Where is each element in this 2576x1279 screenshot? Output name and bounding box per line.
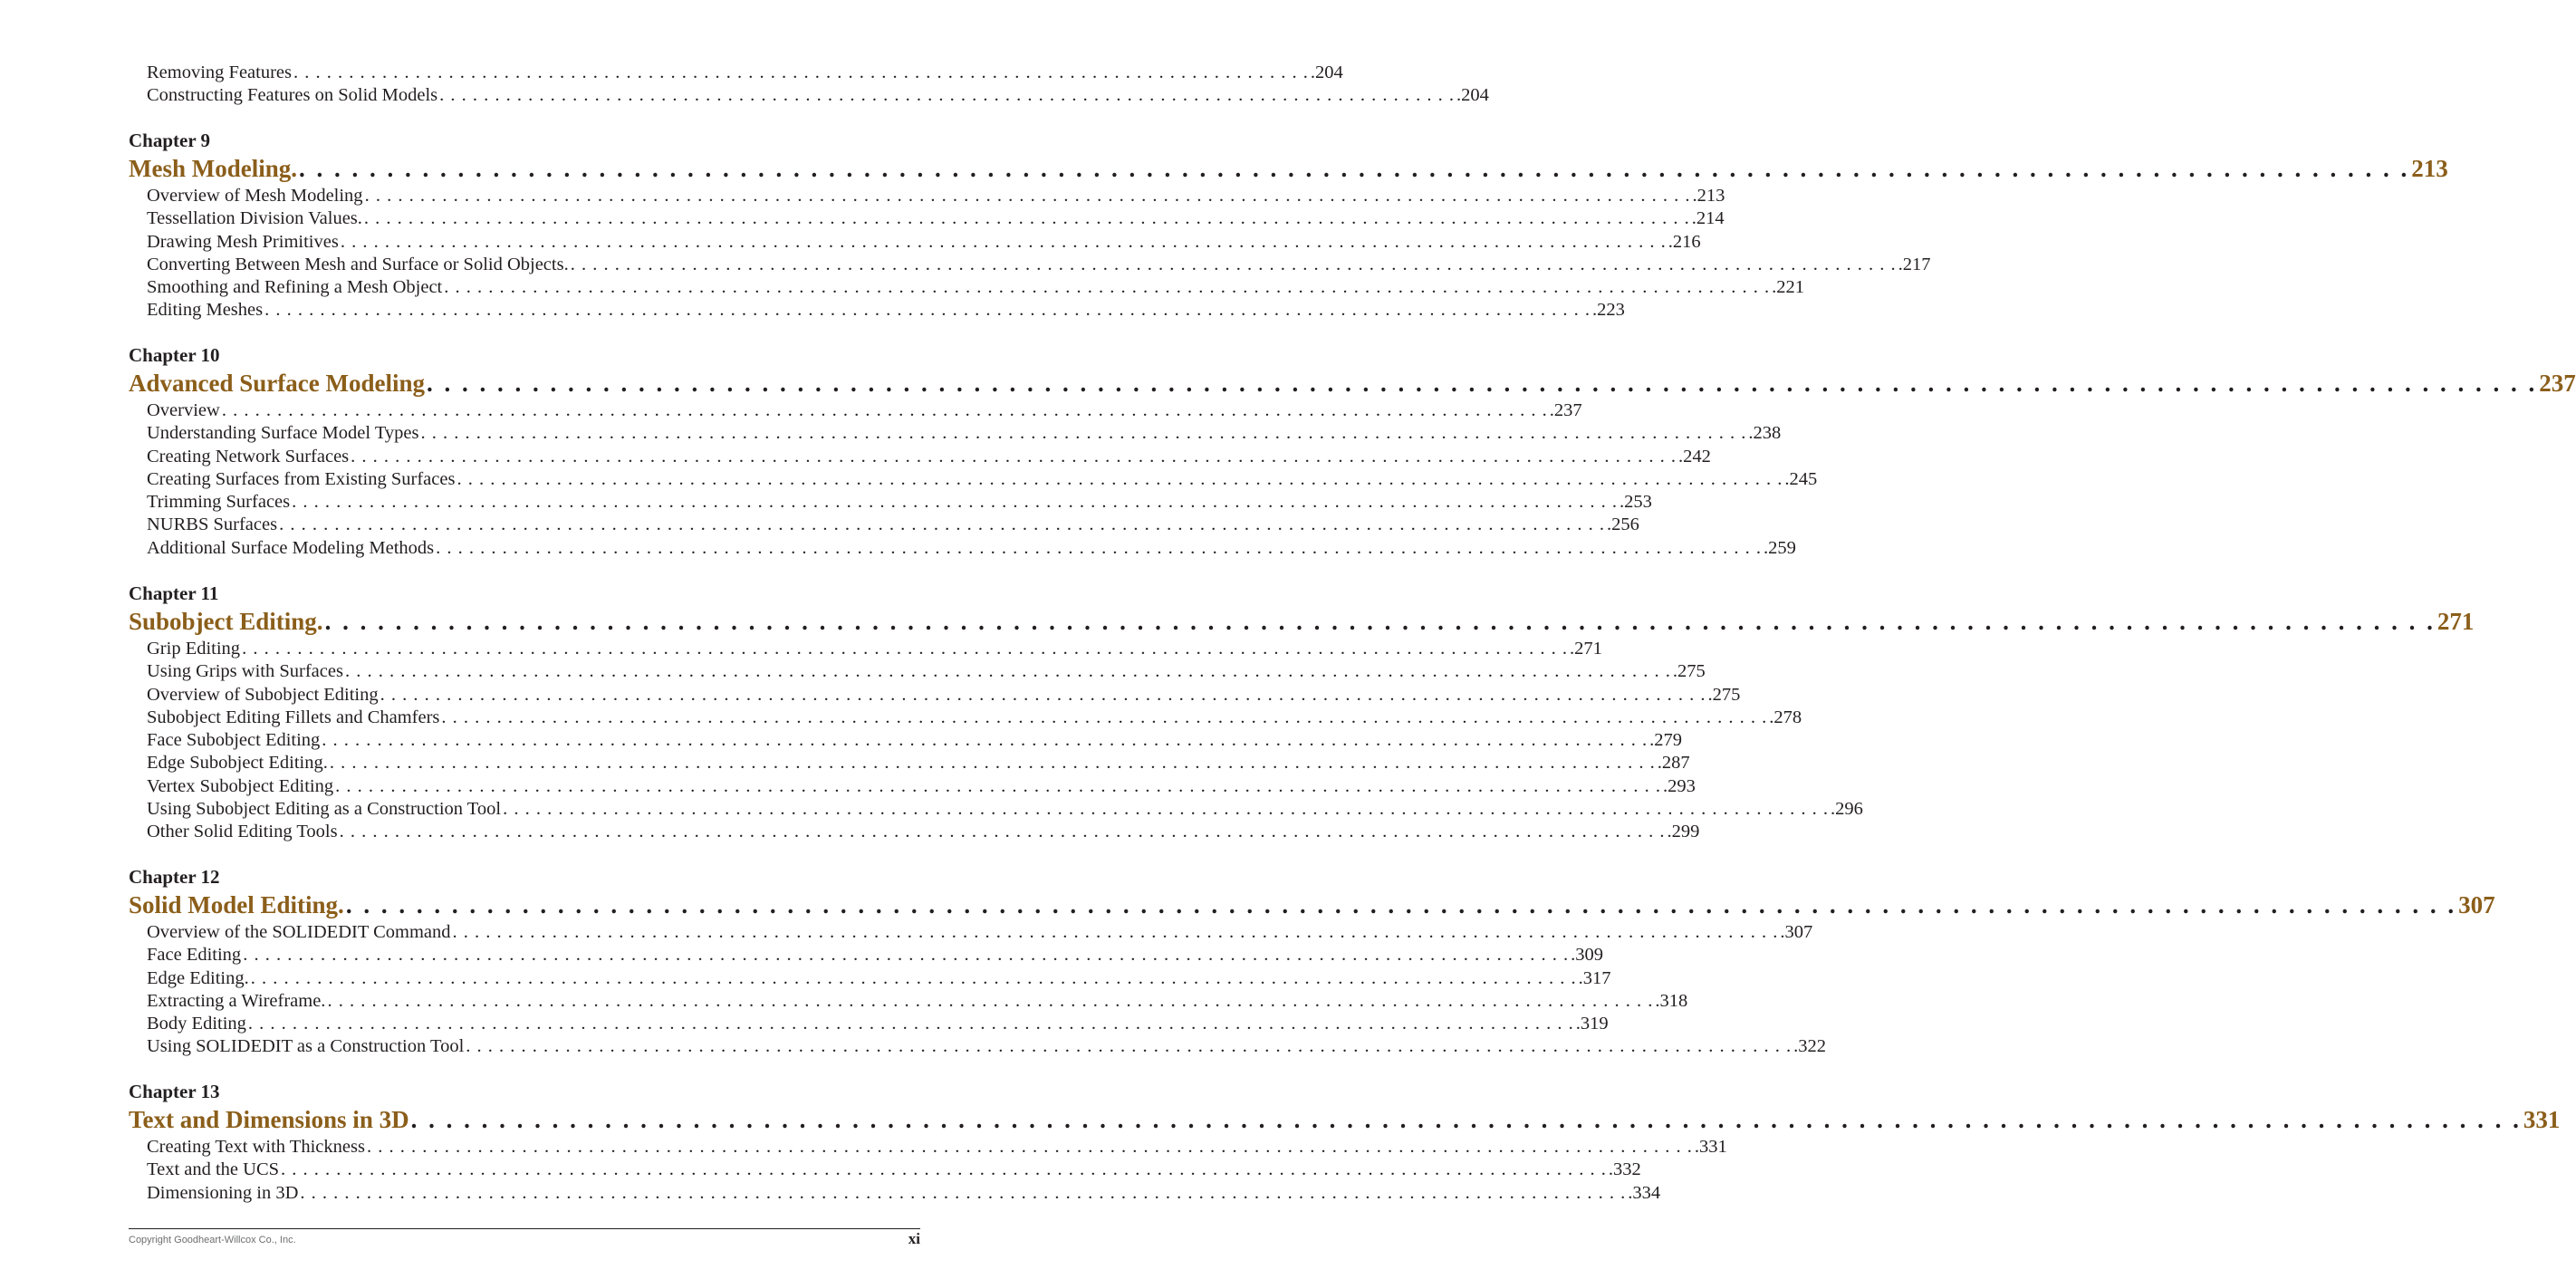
toc-entry-title: Editing Meshes <box>147 300 264 321</box>
toc-entry-page: .332 <box>1608 1159 1641 1180</box>
toc-entry-title: Edge Editing. <box>147 967 249 988</box>
toc-entry-leader: . . . . . . . . . . . . . . . . . . . . . . . . . . . . . . . . . . . . . . . . . . . . . . . . . . . . . . . . . . . . . . . . . . . . . . . . . . . . . . . . . . . . . . . . . . . . . . . . . . . . . . . . . . . . . . . . . . . . . . . . <box>292 492 1618 513</box>
toc-entry-leader: . . . . . . . . . . . . . . . . . . . . . . . . . . . . . . . . . . . . . . . . . . . . . . . . . . . . . . . . . . . . . . . . . . . . . . . . . . . . . . . . . . . . . . . . . . . . . . . . . . . . . . . . . . . . . . . . . . . . . . . . <box>457 468 1783 489</box>
chapter-label: Chapter 9 <box>129 130 211 151</box>
toc-entry-leader: . . . . . . . . . . . . . . . . . . . . . . . . . . . . . . . . . . . . . . . . . . . . . . . . . . . . . . . . . . . . . . . . . . . . . . . . . . . . . . . . . . . . . . . . . . . . . . . . . . . . . . . . . . . . . . . . . . . . . . . . <box>420 423 1747 444</box>
chapter-title-leader: . . . . . . . . . . . . . . . . . . . . . . . . . . . . . . . . . . . . . . . . . . . . . . . . . . . . . . . . . . . . . . . . . . . . . . . . . . . . . . . . . . . . . . . . . . . . . . . . . . . . . . . . . . . . . . . . . . . . . . . . <box>345 891 2457 918</box>
toc-entry[interactable] <box>147 84 1489 107</box>
toc-entry-title: Understanding Surface Model Types <box>147 423 419 444</box>
toc-entry[interactable] <box>147 514 1639 536</box>
chapter-section <box>0 129 2448 322</box>
toc-entry-leader: . . . . . . . . . . . . . . . . . . . . . . . . . . . . . . . . . . . . . . . . . . . . . . . . . . . . . . . . . . . . . . . . . . . . . . . . . . . . . . . . . . . . . . . . . . . . . . . . . . . . . . . . . . . . . . . . . . . . . . . . <box>300 1182 1627 1203</box>
toc-entry-page: .237 <box>1549 400 1582 420</box>
toc-entry[interactable] <box>147 185 1725 207</box>
toc-entry-leader: . . . . . . . . . . . . . . . . . . . . . . . . . . . . . . . . . . . . . . . . . . . . . . . . . . . . . . . . . . . . . . . . . . . . . . . . . . . . . . . . . . . . . . . . . . . . <box>439 85 1456 106</box>
toc-entry-title: Face Editing <box>147 945 242 966</box>
toc-entry[interactable] <box>147 821 1700 843</box>
toc-entry-title: Creating Surfaces from Existing Surfaces <box>147 468 456 489</box>
footer-copyright: Copyright Goodheart-Willcox Co., Inc. <box>129 1235 296 1245</box>
toc-entry[interactable] <box>147 752 1690 774</box>
toc-entry-page: .331 <box>1694 1137 1727 1157</box>
chapter-title-text: Mesh Modeling. <box>129 155 297 182</box>
footer-page-number: xi <box>908 1230 920 1247</box>
toc-entry-title: Converting Between Mesh and Surface or Solid Objects. <box>147 254 569 274</box>
toc-entry[interactable] <box>147 1035 1827 1058</box>
toc-entry-title: Overview <box>147 400 220 420</box>
toc-entry[interactable] <box>147 1182 1661 1205</box>
toc-entry[interactable] <box>147 967 1611 990</box>
toc-entry[interactable] <box>147 299 1625 322</box>
toc-entry[interactable] <box>147 684 1741 707</box>
toc-entry-page: .318 <box>1655 990 1688 1011</box>
toc-entry-page: .242 <box>1678 446 1711 466</box>
toc-entry-leader: . . . . . . . . . . . . . . . . . . . . . . . . . . . . . . . . . . . . . . . . . . . . . . . . . . . . . . . . . . . . . . . . . . . . . . . . . . . . . . . . . . . . . . . . . . . . . . . . . . . . . . . . . . . . . . . . . . . . . . . . <box>281 1159 1607 1180</box>
toc-entry-leader: . . . . . . . . . . . . . . . . . . . . . . . . . . . . . . . . . . . . . . . . . . . . . . . . . . . . . . . . . . . . . . . . . . . . . . . . . . . . . . . . . . . . . . . . . . . . . . . . . . . . . . . . . . . . . . . . . . . . . . . . <box>503 799 1829 820</box>
chapter-section <box>0 343 2576 560</box>
chapter-title-page: 213 <box>2411 155 2448 182</box>
toc-entry-title: Smoothing and Refining a Mesh Object <box>147 277 443 298</box>
toc-entry[interactable] <box>147 660 1706 683</box>
toc-entry-leader: . . . . . . . . . . . . . . . . . . . . . . . . . . . . . . . . . . . . . . . . . . . . . . . . . . . . . . . . . . . . . . . . . . . . . . . . . . . . . . . . . . . . . . . . . . . . . . . . . . . . . . . . . . . . . . . . . . . . . . . . <box>335 775 1661 796</box>
toc-entry-page: .253 <box>1620 492 1652 513</box>
toc-entry-page: .299 <box>1667 822 1700 842</box>
toc-entry-title: Creating Network Surfaces <box>147 446 350 466</box>
chapter-title[interactable] <box>129 152 2448 185</box>
toc-entry[interactable] <box>147 446 1711 468</box>
toc-entry-page: .296 <box>1830 799 1863 820</box>
chapter-title[interactable] <box>129 367 2576 399</box>
chapter-title-leader: . . . . . . . . . . . . . . . . . . . . . . . . . . . . . . . . . . . . . . . . . . . . . . . . . . . . . . . . . . . . . . . . . . . . . . . . . . . . . . . . . . . . . . . . . . . . . . . . . . . . . . . . . . . . . . . . . . . . . . . . <box>427 370 2538 397</box>
toc-entry-page: .214 <box>1691 208 1725 229</box>
toc-entry[interactable] <box>147 537 1796 560</box>
toc-entry-page: .256 <box>1606 514 1639 535</box>
toc-entry-leader: . . . . . . . . . . . . . . . . . . . . . . . . . . . . . . . . . . . . . . . . . . . . . . . . . . . . . . . . . . . . . . . . . . . . . . . . . . . . . . . . . . . . . . . . . . . . . . . . . . . . . . . . . . . . . . . . . . . . . . . . <box>364 186 1691 206</box>
toc-entry-leader: . . . . . . . . . . . . . . . . . . . . . . . . . . . . . . . . . . . . . . . . . . . . . . . . . . . . . . . . . . . . . . . . . . . . . . . . . . . . . . . . . . . . . . . . . . . . . . . . . . . . . . . . . . . . . . . . . . . . . . . . <box>444 277 1771 298</box>
toc-entry[interactable] <box>147 399 1582 422</box>
chapter-title-page: 307 <box>2458 891 2495 918</box>
toc-entry-leader: . . . . . . . . . . . . . . . . . . . . . . . . . . . . . . . . . . . . . . . . . . . . . . . . . . . . . . . . . . . . . . . . . . . . . . . . . . . . . . . . . . . . . . . . . . . . <box>293 63 1309 82</box>
toc-entry-title: NURBS Surfaces <box>147 514 278 535</box>
toc-entry-leader: . . . . . . . . . . . . . . . . . . . . . . . . . . . . . . . . . . . . . . . . . . . . . . . . . . . . . . . . . . . . . . . . . . . . . . . . . . . . . . . . . . . . . . . . . . . . . . . . . . . . . . . . . . . . . . . . . . . . . . . . <box>264 300 1591 321</box>
toc-entry-page: .287 <box>1657 753 1690 774</box>
toc-entry-page: .221 <box>1772 277 1804 298</box>
toc-entry-title: Overview of Subobject Editing <box>147 684 379 705</box>
toc-entry-leader: . . . . . . . . . . . . . . . . . . . . . . . . . . . . . . . . . . . . . . . . . . . . . . . . . . . . . . . . . . . . . . . . . . . . . . . . . . . . . . . . . . . . . . . . . . . . . . . . . . . . . . . . . . . . . . . . . . . . . . . . <box>329 753 1656 774</box>
toc-entry-page: .204 <box>1310 63 1343 82</box>
toc-entry[interactable] <box>147 422 1782 445</box>
toc-entry-title: Body Editing <box>147 1014 246 1034</box>
toc-entry-leader: . . . . . . . . . . . . . . . . . . . . . . . . . . . . . . . . . . . . . . . . . . . . . . . . . . . . . . . . . . . . . . . . . . . . . . . . . . . . . . . . . . . . . . . . . . . . . . . . . . . . . . . . . . . . . . . . . . . . . . . . <box>351 446 1677 466</box>
toc-entry-leader: . . . . . . . . . . . . . . . . . . . . . . . . . . . . . . . . . . . . . . . . . . . . . . . . . . . . . . . . . . . . . . . . . . . . . . . . . . . . . . . . . . . . . . . . . . . . . . . . . . . . . . . . . . . . . . . . . . . . . . . . <box>221 400 1548 420</box>
toc-entry-leader: . . . . . . . . . . . . . . . . . . . . . . . . . . . . . . . . . . . . . . . . . . . . . . . . . . . . . . . . . . . . . . . . . . . . . . . . . . . . . . . . . . . . . . . . . . . . . . . . . . . . . . . . . . . . . . . . . . . . . . . . <box>339 822 1666 842</box>
toc-entry-page: .279 <box>1649 730 1683 751</box>
toc-entry-title: Trimming Surfaces <box>147 492 291 513</box>
toc-entry-leader: . . . . . . . . . . . . . . . . . . . . . . . . . . . . . . . . . . . . . . . . . . . . . . . . . . . . . . . . . . . . . . . . . . . . . . . . . . . . . . . . . . . . . . . . . . . . . . . . . . . . . . . . . . . . . . . . . . . . . . . . <box>363 208 1690 229</box>
toc-entry-page: .293 <box>1662 775 1696 796</box>
toc-entry-leader: . . . . . . . . . . . . . . . . . . . . . . . . . . . . . . . . . . . . . . . . . . . . . . . . . . . . . . . . . . . . . . . . . . . . . . . . . . . . . . . . . . . . . . . . . . . . . . . . . . . . . . . . . . . . . . . . . . . . . . . . <box>466 1036 1793 1057</box>
toc-entry[interactable] <box>147 707 1802 729</box>
toc-entry[interactable] <box>147 62 1343 84</box>
toc-entry-title: Constructing Features on Solid Models <box>147 85 438 106</box>
toc-entry[interactable] <box>147 990 1688 1013</box>
chapter-title-leader: . . . . . . . . . . . . . . . . . . . . . . . . . . . . . . . . . . . . . . . . . . . . . . . . . . . . . . . . . . . . . . . . . . . . . . . . . . . . . . . . . . . . . . . . . . . . . . . . . . . . . . . . . . . . . . . . . . . . . . . . <box>324 608 2436 635</box>
toc-entry[interactable] <box>147 254 1931 276</box>
toc-entry-leader: . . . . . . . . . . . . . . . . . . . . . . . . . . . . . . . . . . . . . . . . . . . . . . . . . . . . . . . . . . . . . . . . . . . . . . . . . . . . . . . . . . . . . . . . . . . . . . . . . . . . . . . . . . . . . . . . . . . . . . . . <box>344 661 1671 682</box>
toc-entry-title: Drawing Mesh Primitives <box>147 231 339 252</box>
footer-divider <box>129 1228 920 1229</box>
toc-entry-leader: . . . . . . . . . . . . . . . . . . . . . . . . . . . . . . . . . . . . . . . . . . . . . . . . . . . . . . . . . . . . . . . . . . . . . . . . . . . . . . . . . . . . . . . . . . . . . . . . . . . . . . . . . . . . . . . . . . . . . . . . <box>452 922 1779 942</box>
toc-entry-leader: . . . . . . . . . . . . . . . . . . . . . . . . . . . . . . . . . . . . . . . . . . . . . . . . . . . . . . . . . . . . . . . . . . . . . . . . . . . . . . . . . . . . . . . . . . . . . . . . . . . . . . . . . . . . . . . . . . . . . . . . <box>279 514 1605 535</box>
toc-entry-leader: . . . . . . . . . . . . . . . . . . . . . . . . . . . . . . . . . . . . . . . . . . . . . . . . . . . . . . . . . . . . . . . . . . . . . . . . . . . . . . . . . . . . . . . . . . . . . . . . . . . . . . . . . . . . . . . . . . . . . . . . <box>436 537 1763 558</box>
toc-entry[interactable] <box>147 921 1813 944</box>
toc-entry-page: .322 <box>1793 1036 1827 1057</box>
chapter-title-text: Subobject Editing. <box>129 608 323 635</box>
toc-entry-title: Edge Subobject Editing. <box>147 753 328 774</box>
chapter-label: Chapter 12 <box>129 866 220 888</box>
toc-entry-page: .223 <box>1592 300 1625 321</box>
chapter-section <box>0 582 2475 844</box>
toc-entry-title: Vertex Subobject Editing <box>147 775 334 796</box>
toc-entry-page: .213 <box>1692 186 1725 206</box>
chapter-section <box>0 1080 2561 1205</box>
toc-entry-title: Text and the UCS <box>147 1159 280 1180</box>
toc-entry-leader: . . . . . . . . . . . . . . . . . . . . . . . . . . . . . . . . . . . . . . . . . . . . . . . . . . . . . . . . . . . . . . . . . . . . . . . . . . . . . . . . . . . . . . . . . . . . . . . . . . . . . . . . . . . . . . . . . . . . . . . . <box>247 1014 1574 1034</box>
toc-entry-page: .259 <box>1764 537 1796 558</box>
toc-entry-title: Removing Features <box>147 63 292 82</box>
toc-entry-leader: . . . . . . . . . . . . . . . . . . . . . . . . . . . . . . . . . . . . . . . . . . . . . . . . . . . . . . . . . . . . . . . . . . . . . . . . . . . . . . . . . . . . . . . . . . . . . . . . . . . . . . . . . . . . . . . . . . . . . . . . <box>322 730 1648 751</box>
toc-entry-title: Other Solid Editing Tools <box>147 822 338 842</box>
toc-entry-title: Additional Surface Modeling Methods <box>147 537 435 558</box>
toc-entry-title: Subobject Editing Fillets and Chamfers <box>147 707 440 727</box>
chapter-label: Chapter 10 <box>129 344 220 366</box>
toc-entry-page: .245 <box>1784 468 1818 489</box>
toc-entry-page: .275 <box>1672 661 1706 682</box>
toc-entry-page: .319 <box>1575 1014 1609 1034</box>
toc-entry-title: Using Subobject Editing as a Construction Tool <box>147 799 502 820</box>
chapter-title-text: Solid Model Editing. <box>129 891 344 918</box>
chapter-title[interactable] <box>129 889 2495 921</box>
chapter-title-text: Text and Dimensions in 3D <box>129 1106 409 1133</box>
toc-entry[interactable] <box>147 1013 1609 1035</box>
toc-entry[interactable] <box>147 638 1602 660</box>
toc-entry-title: Creating Text with Thickness <box>147 1137 365 1157</box>
chapter-title-leader: . . . . . . . . . . . . . . . . . . . . . . . . . . . . . . . . . . . . . . . . . . . . . . . . . . . . . . . . . . . . . . . . . . . . . . . . . . . . . . . . . . . . . . . . . . . . . . . . . . . . . . . . . . . . . . . . . . . . . . . . <box>299 155 2410 182</box>
toc-entry-title: Tessellation Division Values. <box>147 208 362 229</box>
toc-entry-page: .317 <box>1578 967 1611 988</box>
toc-entry-leader: . . . . . . . . . . . . . . . . . . . . . . . . . . . . . . . . . . . . . . . . . . . . . . . . . . . . . . . . . . . . . . . . . . . . . . . . . . . . . . . . . . . . . . . . . . . . . . . . . . . . . . . . . . . . . . . . . . . . . . . . <box>340 231 1667 252</box>
toc-entry-leader: . . . . . . . . . . . . . . . . . . . . . . . . . . . . . . . . . . . . . . . . . . . . . . . . . . . . . . . . . . . . . . . . . . . . . . . . . . . . . . . . . . . . . . . . . . . . . . . . . . . . . . . . . . . . . . . . . . . . . . . . <box>366 1137 1693 1157</box>
chapter-title-leader: . . . . . . . . . . . . . . . . . . . . . . . . . . . . . . . . . . . . . . . . . . . . . . . . . . . . . . . . . . . . . . . . . . . . . . . . . . . . . . . . . . . . . . . . . . . . . . . . . . . . . . . . . . . . . . . . . . . . . . . . <box>410 1106 2522 1133</box>
toc-entry-page: .334 <box>1628 1182 1661 1203</box>
toc-entry[interactable] <box>147 944 1603 966</box>
toc-entry-title: Grip Editing <box>147 639 241 659</box>
chapter-section <box>0 865 2495 1059</box>
toc-entry-title: Overview of Mesh Modeling <box>147 186 363 206</box>
toc-entry[interactable] <box>147 775 1696 798</box>
toc-entry[interactable] <box>147 1136 1727 1159</box>
toc-entry[interactable] <box>147 276 1804 299</box>
toc-entry-page: .278 <box>1769 707 1802 727</box>
toc-entry-page: .204 <box>1456 85 1489 106</box>
toc-entry[interactable] <box>147 491 1652 514</box>
toc-entry-page: .216 <box>1668 231 1701 252</box>
chapter-title-text: Advanced Surface Modeling <box>129 370 425 397</box>
chapter-title[interactable] <box>129 605 2475 638</box>
chapter-title[interactable] <box>129 1103 2561 1136</box>
toc-entry[interactable] <box>147 1159 1641 1181</box>
toc-entry-page: .309 <box>1571 945 1603 966</box>
toc-entry-title: Dimensioning in 3D <box>147 1182 299 1203</box>
toc-entry[interactable] <box>147 231 1701 254</box>
toc-entry-leader: . . . . . . . . . . . . . . . . . . . . . . . . . . . . . . . . . . . . . . . . . . . . . . . . . . . . . . . . . . . . . . . . . . . . . . . . . . . . . . . . . . . . . . . . . . . . . . . . . . . . . . . . . . . . . . . . . . . . . . . . <box>570 254 1897 274</box>
toc-entry-leader: . . . . . . . . . . . . . . . . . . . . . . . . . . . . . . . . . . . . . . . . . . . . . . . . . . . . . . . . . . . . . . . . . . . . . . . . . . . . . . . . . . . . . . . . . . . . . . . . . . . . . . . . . . . . . . . . . . . . . . . . <box>441 707 1768 727</box>
toc-entry-title: Extracting a Wireframe. <box>147 990 326 1011</box>
toc-entry-page: .217 <box>1898 254 1931 274</box>
toc-entry-page: .271 <box>1569 639 1602 659</box>
toc-entry-title: Using Grips with Surfaces <box>147 661 343 682</box>
toc-entry-title: Overview of the SOLIDEDIT Command <box>147 922 451 942</box>
toc-entry-title: Face Subobject Editing <box>147 730 321 751</box>
toc-entry-leader: . . . . . . . . . . . . . . . . . . . . . . . . . . . . . . . . . . . . . . . . . . . . . . . . . . . . . . . . . . . . . . . . . . . . . . . . . . . . . . . . . . . . . . . . . . . . . . . . . . . . . . . . . . . . . . . . . . . . . . . . <box>327 990 1654 1011</box>
toc-entry[interactable] <box>147 798 1863 821</box>
toc-entry-leader: . . . . . . . . . . . . . . . . . . . . . . . . . . . . . . . . . . . . . . . . . . . . . . . . . . . . . . . . . . . . . . . . . . . . . . . . . . . . . . . . . . . . . . . . . . . . . . . . . . . . . . . . . . . . . . . . . . . . . . . . <box>380 684 1706 705</box>
toc-entry-leader: . . . . . . . . . . . . . . . . . . . . . . . . . . . . . . . . . . . . . . . . . . . . . . . . . . . . . . . . . . . . . . . . . . . . . . . . . . . . . . . . . . . . . . . . . . . . . . . . . . . . . . . . . . . . . . . . . . . . . . . . <box>243 945 1570 966</box>
toc-top-entries <box>0 62 1489 108</box>
chapter-title-page: 237 <box>2539 370 2576 397</box>
chapter-title-page: 271 <box>2437 608 2475 635</box>
toc-entry-title: Using SOLIDEDIT as a Construction Tool <box>147 1036 465 1057</box>
toc-entry-leader: . . . . . . . . . . . . . . . . . . . . . . . . . . . . . . . . . . . . . . . . . . . . . . . . . . . . . . . . . . . . . . . . . . . . . . . . . . . . . . . . . . . . . . . . . . . . . . . . . . . . . . . . . . . . . . . . . . . . . . . . <box>250 967 1577 988</box>
chapter-label: Chapter 13 <box>129 1081 220 1102</box>
toc-entry-page: .275 <box>1707 684 1741 705</box>
chapter-label: Chapter 11 <box>129 582 219 604</box>
toc-entry-leader: . . . . . . . . . . . . . . . . . . . . . . . . . . . . . . . . . . . . . . . . . . . . . . . . . . . . . . . . . . . . . . . . . . . . . . . . . . . . . . . . . . . . . . . . . . . . . . . . . . . . . . . . . . . . . . . . . . . . . . . . <box>242 639 1568 659</box>
toc-entry[interactable] <box>147 207 1725 230</box>
chapter-title-page: 331 <box>2523 1106 2561 1133</box>
toc-entry[interactable] <box>147 468 1818 491</box>
toc-entry-page: .307 <box>1780 922 1813 942</box>
toc-entry-page: .238 <box>1748 423 1782 444</box>
toc-entry[interactable] <box>147 729 1683 752</box>
